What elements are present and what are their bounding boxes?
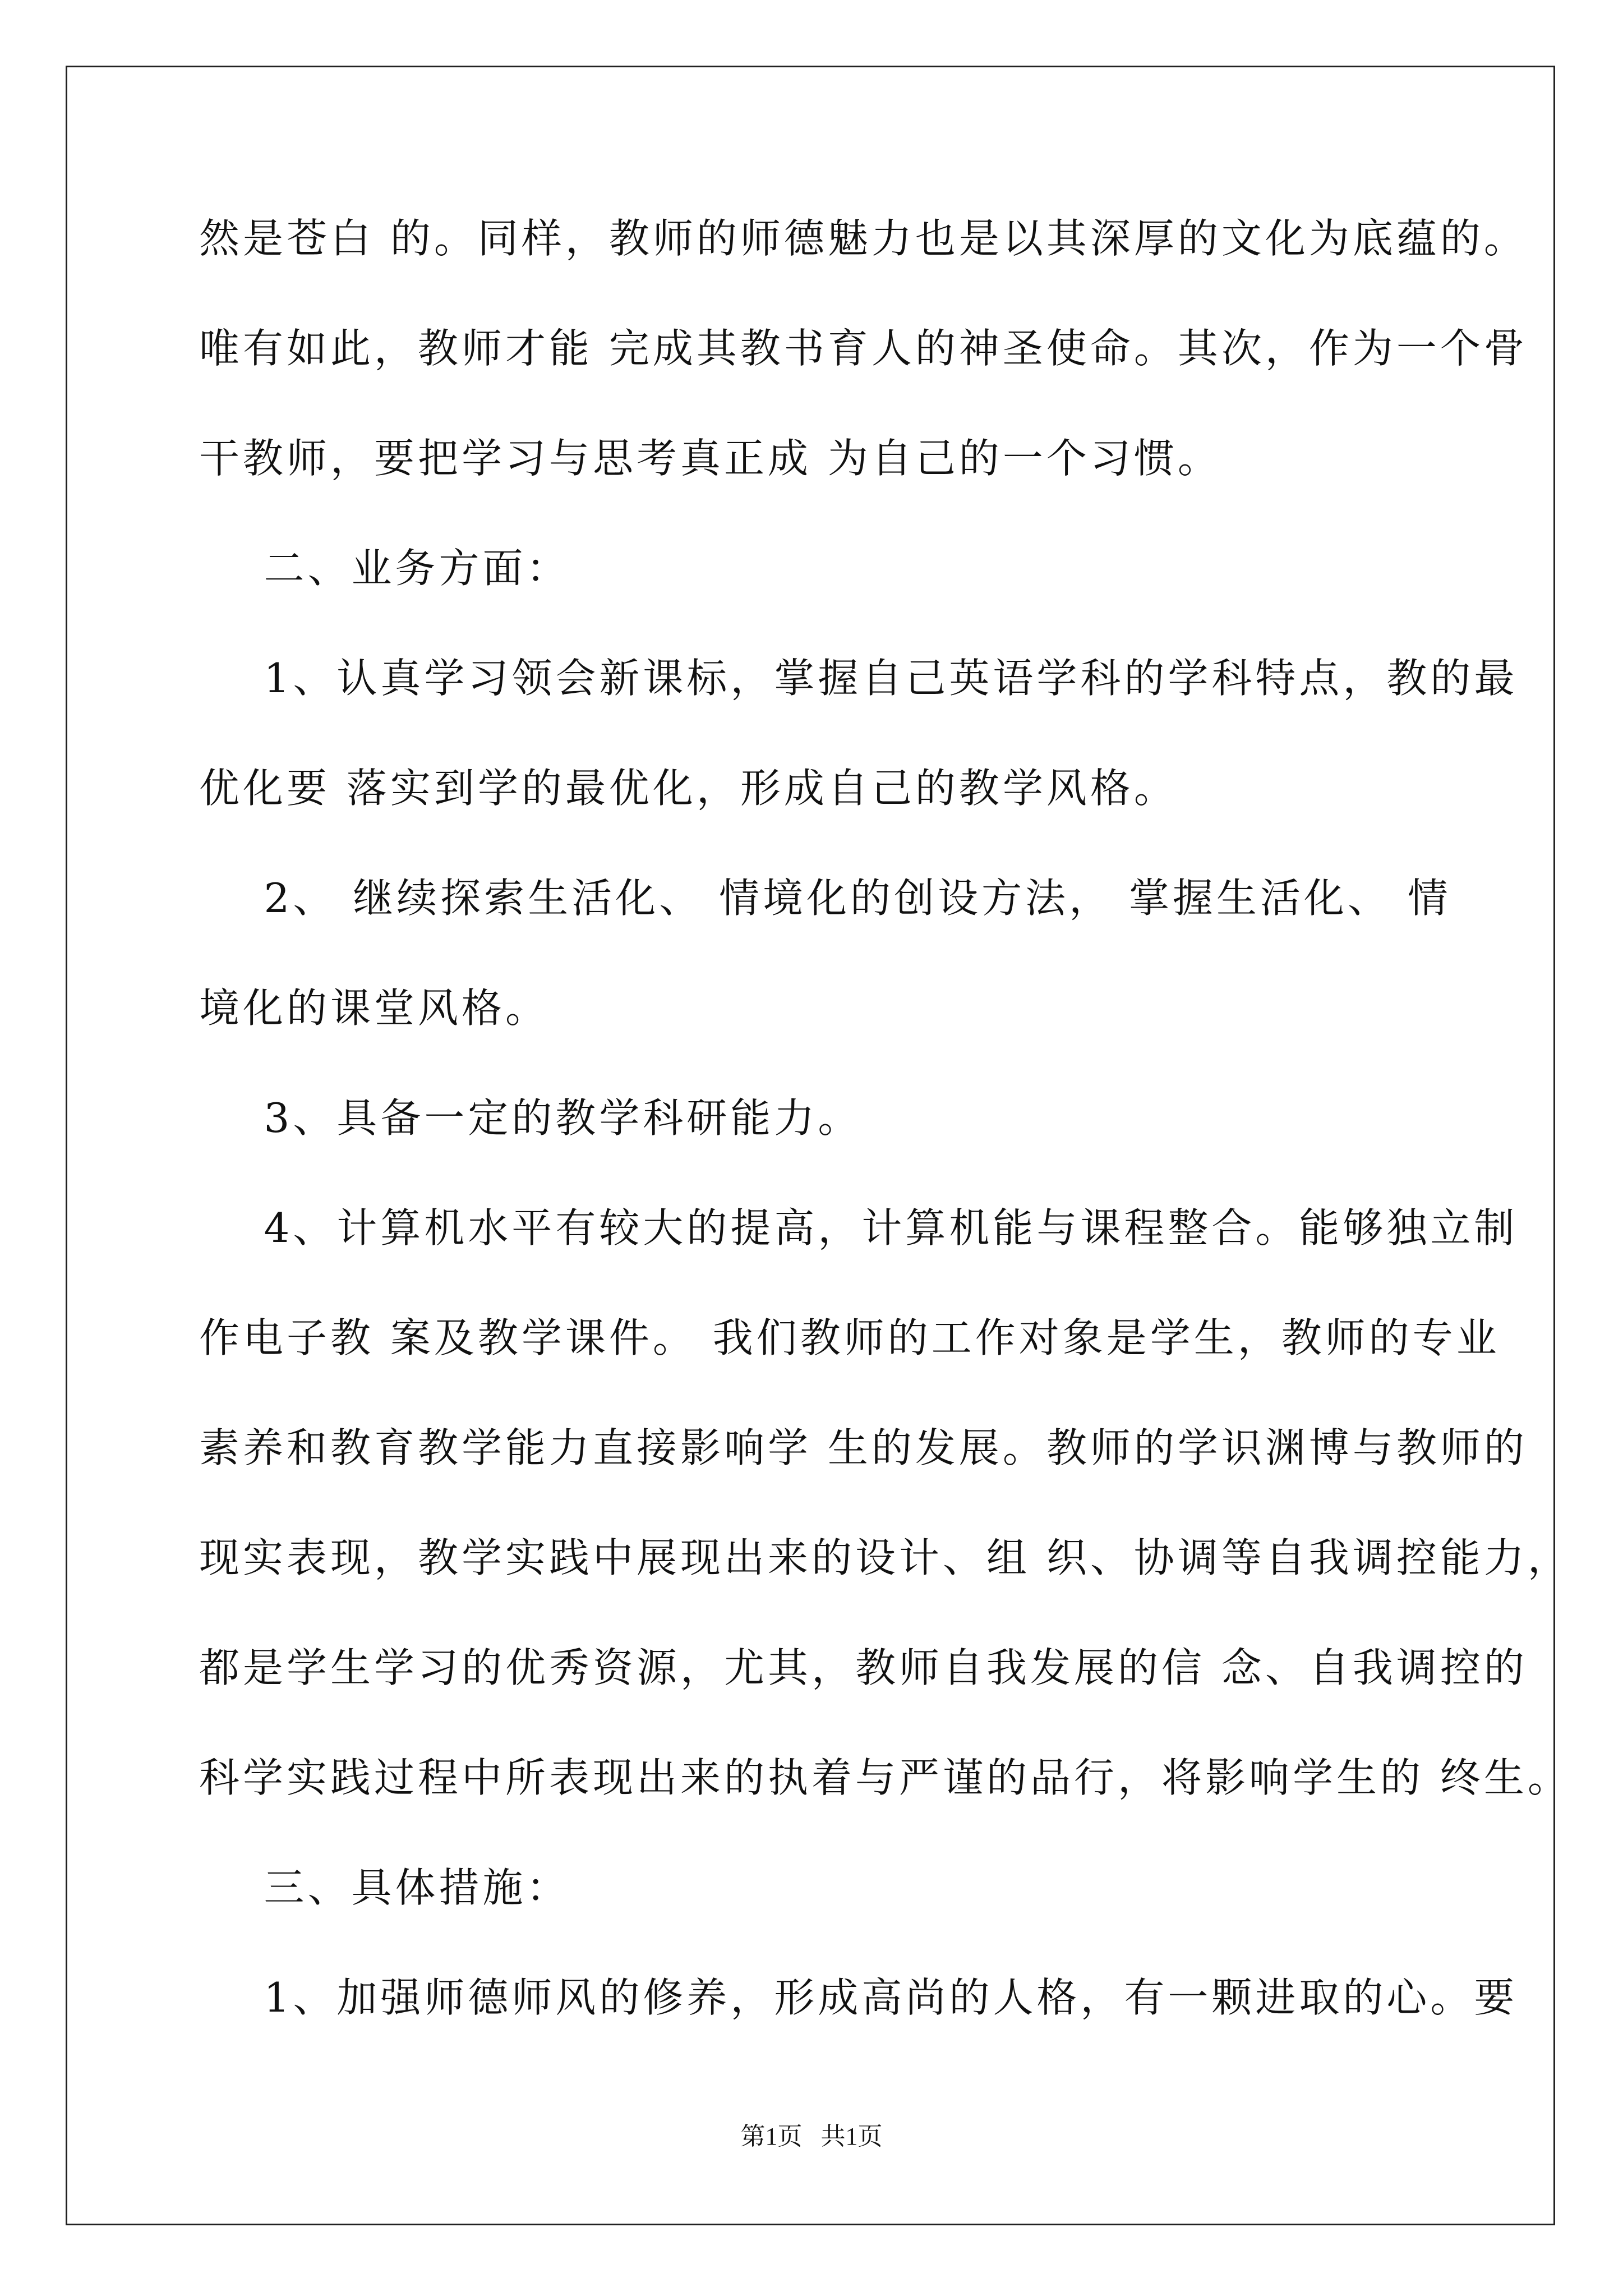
text-line: 素养和教育教学能力直接影响学 生的发展。教师的学识渊博与教师的 (199, 1424, 1528, 1471)
text-line: 优化要 落实到学的最优化，形成自己的教学风格。 (199, 765, 1178, 812)
page-number: 第1页 共1页 (740, 2123, 883, 2150)
text-line: 唯有如此，教师才能 完成其教书育人的神圣使命。其次，作为一个骨 (199, 325, 1528, 372)
section-heading: 二、业务方面： (199, 545, 570, 592)
section-heading: 三、具体措施： (199, 1864, 570, 1911)
text-line: 1、加强师德师风的修养，形成高尚的人格，有一颗进取的心。要 (199, 1974, 1518, 2021)
text-line: 现实表现，教学实践中展现出来的设计、组 织、协调等自我调控能力， (199, 1534, 1571, 1581)
text-line: 2、 继续探索生活化、 情境化的创设方法， 掌握生活化、 情 (199, 875, 1451, 922)
text-line: 都是学生学习的优秀资源，尤其，教师自我发展的信 念、自我调控的 (199, 1644, 1528, 1691)
text-line: 3、具备一定的教学科研能力。 (199, 1094, 862, 1142)
text-line: 干教师，要把学习与思考真正成 为自己的一个习惯。 (199, 435, 1221, 482)
text-line: 1、认真学习领会新课标，掌握自己英语学科的学科特点，教的最 (199, 655, 1518, 702)
text-line: 境化的课堂风格。 (199, 984, 550, 1032)
text-line: 科学实践过程中所表现出来的执着与严谨的品行，将影响学生的 终生。 (199, 1754, 1571, 1801)
text-line: 作电子教 案及教学课件。 我们教师的工作对象是学生，教师的专业 (199, 1314, 1500, 1361)
text-line: 然是苍白 的。同样，教师的师德魅力也是以其深厚的文化为底蕴的。 (199, 215, 1528, 262)
text-line: 4、计算机水平有较大的提高，计算机能与课程整合。能够独立制 (199, 1204, 1518, 1251)
